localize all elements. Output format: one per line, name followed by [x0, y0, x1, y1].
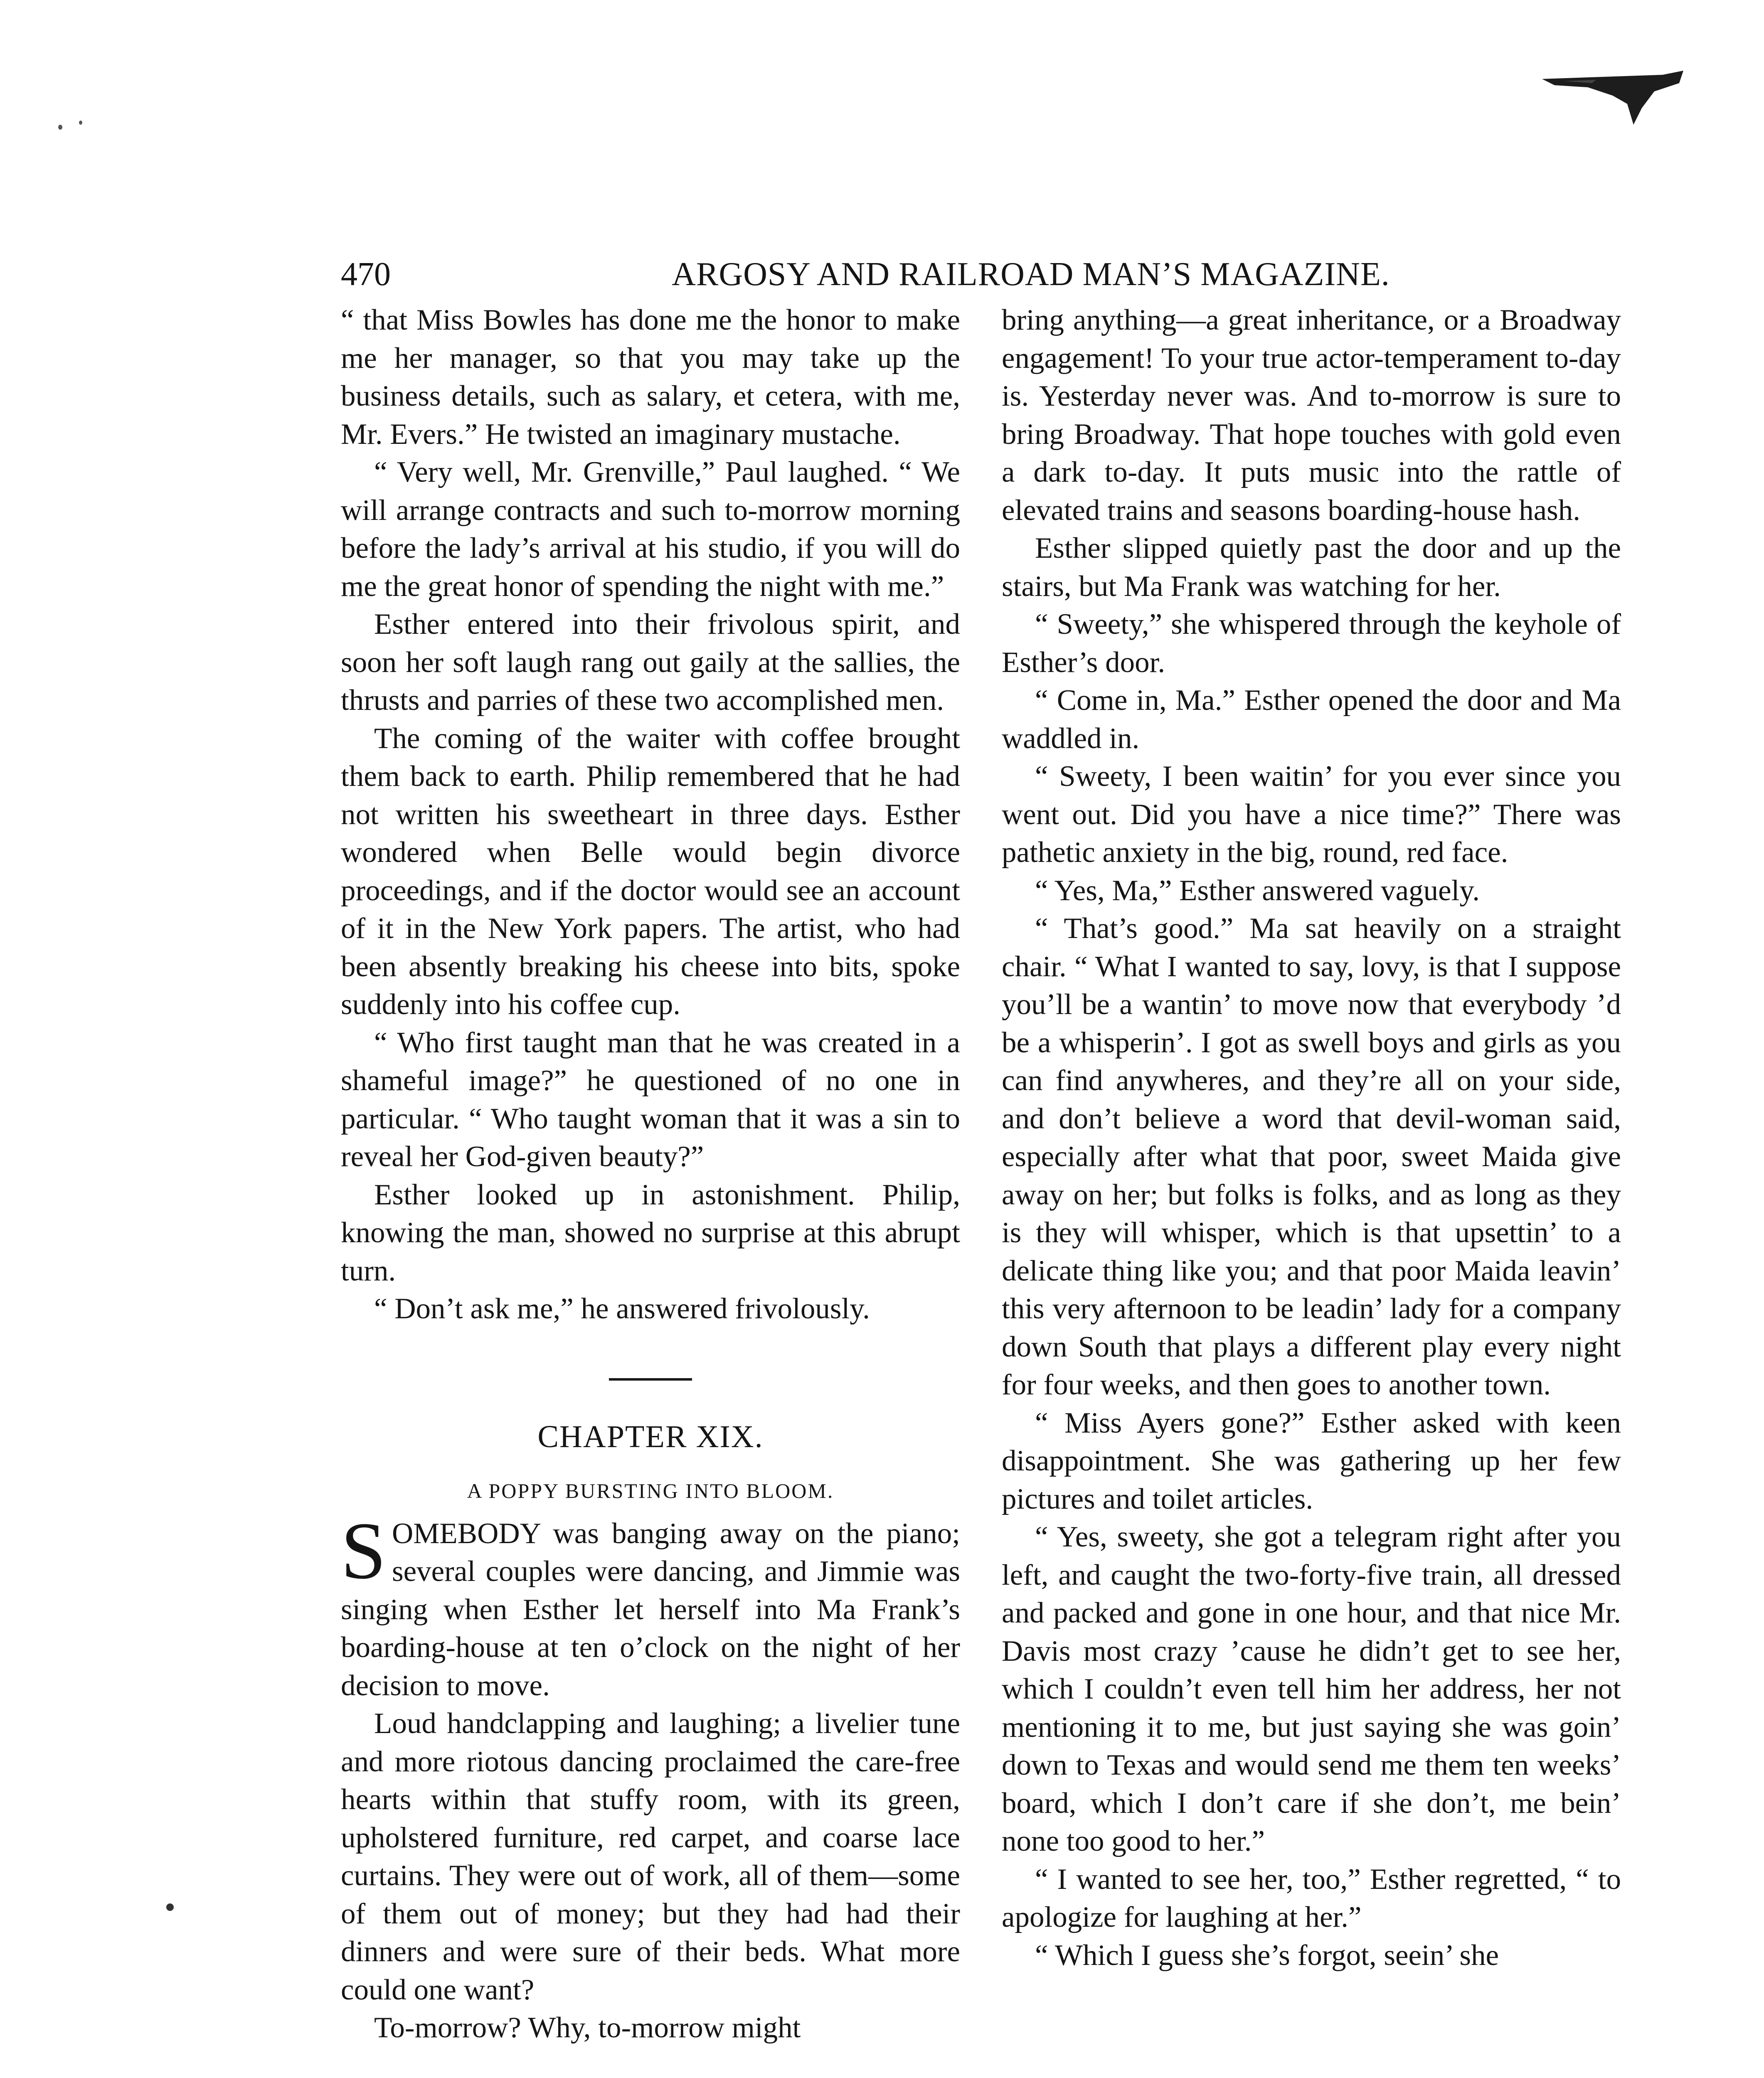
paragraph: “ Very well, Mr. Grenville,” Paul laughed. “ We will arrange contracts and such to-morrow morning before the lady’s arrival at his studio, if you will do me the great honor of spending the night with me.”	[341, 456, 960, 603]
paragraph: “ Which I guess she’s forgot, seein’ she	[1035, 1939, 1499, 1972]
paragraph: “ that Miss Bowles has done me the honor to make me her manager, so that you may take up the business details, such as salary, et cetera, with me, Mr. Evers.” He twisted an imaginary mustache.	[341, 304, 960, 451]
paragraph: “ Sweety, I been waitin’ for you ever since you went out. Did you have a nice time?” There was pathetic anxiety in the big, round, red face.	[1002, 760, 1621, 869]
torn-corner-mark	[1538, 62, 1688, 129]
paragraph: Esther slipped quietly past the door and up the stairs, but Ma Frank was watching for her.	[1002, 532, 1621, 603]
paragraph: “ Yes, sweety, she got a telegram right after you left, and caught the two-forty-five train, all dressed and packed and gone in one hour, and that nice Mr. Davis most crazy ’cause he didn’t get to see her, which I couldn’t even tell him her address, her not mentioning it to me, but just saying she was goin’ down to Texas and would send me them ten weeks’ board, which I don’t care if she don’t, me bein’ none too good to her.”	[1002, 1521, 1621, 1857]
chapter-divider	[609, 1378, 692, 1381]
chapter-opening-paragraph	[341, 1505, 960, 1705]
paragraph: Esther entered into their frivolous spirit, and soon her soft laugh rang out gaily at the sallies, the thrusts and parries of these two accomplished men.	[341, 608, 960, 716]
chapter-title: CHAPTER XIX.	[537, 1419, 764, 1454]
paragraph: Esther looked up in astonishment. Philip, knowing the man, showed no surprise at this abrupt turn.	[341, 1178, 960, 1287]
left-column	[341, 301, 960, 2047]
paragraph: To-morrow? Why, to-morrow might	[374, 2012, 801, 2044]
right-column	[1002, 301, 1621, 1975]
paragraph: “ Come in, Ma.” Esther opened the door and Ma waddled in.	[1002, 684, 1621, 755]
paragraph: “ Don’t ask me,” he answered frivolously.	[374, 1293, 870, 1325]
paragraph: “ That’s good.” Ma sat heavily on a straight chair. “ What I wanted to say, lovy, is that I suppose you’ll be a wantin’ to move now that everybody ’d be a whisperin’. I got as swell boys and girls as you can find anywheres, and they’re all on your side, and don’t believe a word that devil-woman said, especially after what that poor, sweet Maida give away on her; but folks is folks, and as long as they is they will whisper, which is that upsettin’ to a delicate thing like you; and that poor Maida leavin’ this very afternoon to be leadin’ lady for a company down South that plays a different play every night for four weeks, and then goes to another town.	[1002, 912, 1621, 1401]
chapter-opening-text: OMEBODY was banging away on the piano; several couples were dancing, and Jimmie was singing when Esther let herself into Ma Frank’s boarding-house at ten o’clock on the night of her decision to move.	[341, 1517, 960, 1702]
running-title: ARGOSY AND RAILROAD MAN’S MAGAZINE.	[672, 256, 1390, 293]
paragraph: Loud handclapping and laughing; a livelier tune and more riotous dancing proclaimed the care-free hearts within that stuffy room, with its green, upholstered furniture, red carpet, and coarse lace curtains. They were out of work, all of them—some of them out of money; but they had had their dinners and were sure of their beds. What more could one want?	[341, 1707, 960, 2006]
paragraph: “ Yes, Ma,” Esther answered vaguely.	[1035, 874, 1480, 907]
page-number: 470	[341, 256, 391, 293]
scan-speck	[166, 1903, 174, 1911]
paragraph: “ Who first taught man that he was created in a shameful image?” he questioned of no one in particular. “ Who taught woman that it was a sin to reveal her God-given beauty?”	[341, 1026, 960, 1173]
paragraph: “ I wanted to see her, too,” Esther regretted, “ to apologize for laughing at her.”	[1002, 1863, 1621, 1933]
chapter-subtitle: A POPPY BURSTING INTO BLOOM.	[467, 1479, 834, 1502]
scan-speck	[79, 121, 82, 125]
paragraph: bring anything—a great inheritance, or a Broadway engagement! To your true actor-temperament to-day is. Yesterday never was. And to-morrow is sure to bring Broadway. That hope touches with gold even a dark to-day. It puts music into the rattle of elevated trains and seasons boarding-house hash.	[1002, 304, 1621, 527]
paragraph: “ Sweety,” she whispered through the keyhole of Esther’s door.	[1002, 608, 1621, 679]
paragraph: The coming of the waiter with coffee brought them back to earth. Philip remembered that he had not written his sweetheart in three days. Esther wondered when Belle would begin divorce proceedings, and if the doctor would see an account of it in the New York papers. The artist, who had been absently breaking his cheese into bits, spoke suddenly into his coffee cup.	[341, 722, 960, 1021]
drop-cap: S	[341, 1505, 387, 1596]
paragraph: “ Miss Ayers gone?” Esther asked with keen disappointment. She was gathering up her few pictures and toilet articles.	[1002, 1406, 1621, 1515]
scan-speck	[58, 125, 62, 130]
page-header	[341, 249, 1638, 299]
